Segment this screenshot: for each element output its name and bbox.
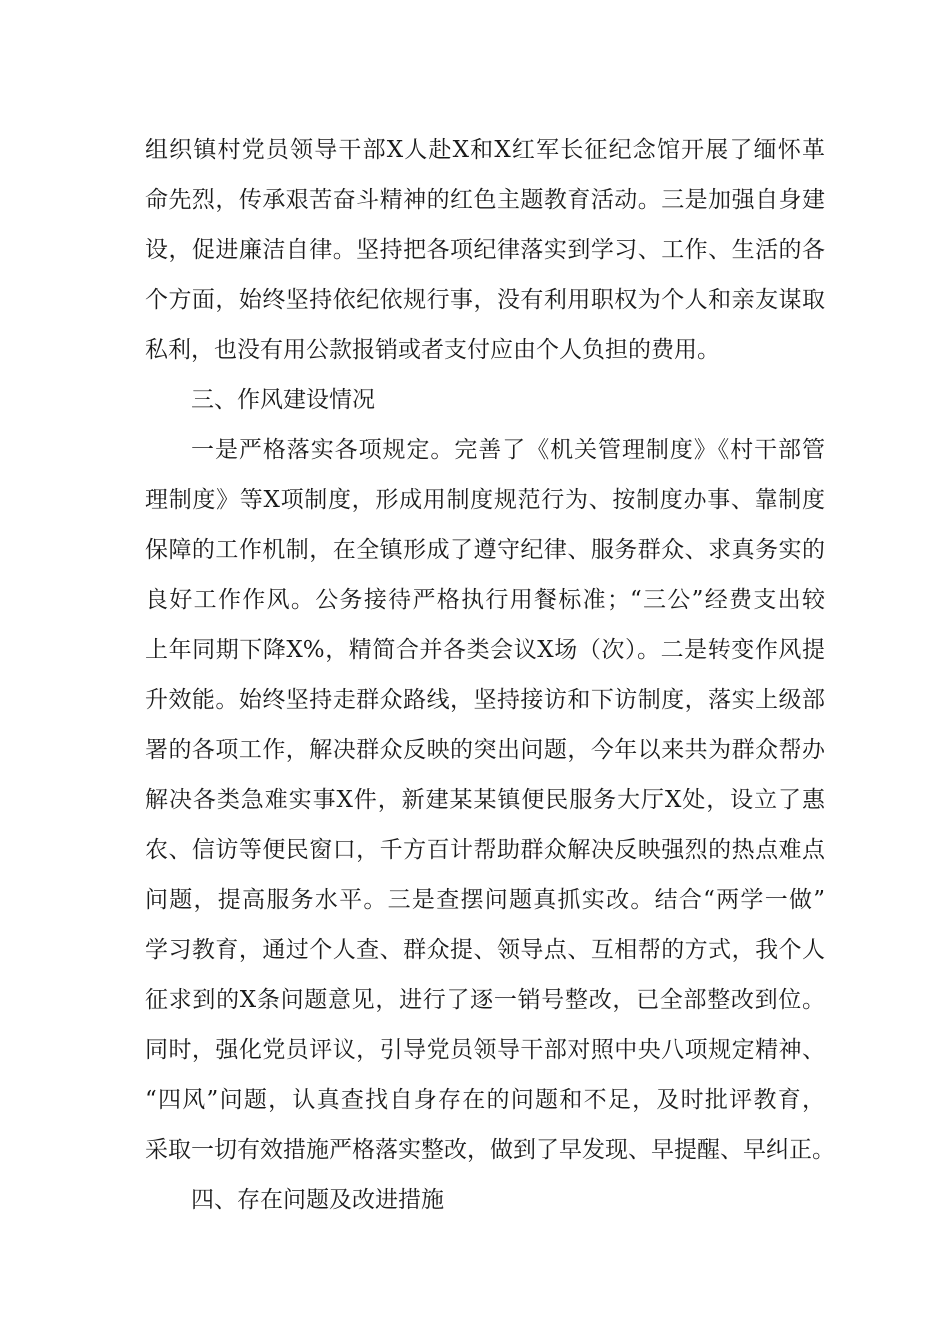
body-text-line: 采取一切有效措施严格落实整改，做到了早发现、早提醒、早纠正。 [145,1137,835,1163]
body-text-line: 设，促进廉洁自律。坚持把各项纪律落实到学习、工作、生活的各 [145,237,825,263]
body-text-line: 学习教育，通过个人查、群众提、领导点、互相帮的方式，我个人 [145,937,825,963]
body-text-line: 问题，提高服务水平。三是查摆问题真抓实改。结合“两学一做” [145,887,825,913]
body-text-line: 上年同期下降X%，精简合并各类会议X场（次）。二是转变作风提 [145,637,825,663]
section-heading: 四、存在问题及改进措施 [191,1187,444,1213]
body-text-line: 理制度》等X项制度，形成用制度规范行为、按制度办事、靠制度 [145,487,825,513]
body-text-line: 命先烈，传承艰苦奋斗精神的红色主题教育活动。三是加强自身建 [145,187,825,213]
body-text-line: 组织镇村党员领导干部X人赴X和X红军长征纪念馆开展了缅怀革 [145,137,825,163]
body-text-line: 署的各项工作，解决群众反映的突出问题，今年以来共为群众帮办 [145,737,825,763]
body-text-line: 个方面，始终坚持依纪依规行事，没有利用职权为个人和亲友谋取 [145,287,825,313]
section-heading: 三、作风建设情况 [191,387,375,413]
body-text-line: 私利，也没有用公款报销或者支付应由个人负担的费用。 [145,337,720,363]
body-text-line: 保障的工作机制，在全镇形成了遵守纪律、服务群众、求真务实的 [145,537,825,563]
body-text-line: 农、信访等便民窗口，千方百计帮助群众解决反映强烈的热点难点 [145,837,825,863]
body-text-line: 同时，强化党员评议，引导党员领导干部对照中央八项规定精神、 [145,1037,825,1063]
body-text-line: 一是严格落实各项规定。完善了《机关管理制度》《村干部管 [191,437,825,463]
body-text-line: “四风”问题，认真查找自身存在的问题和不足，及时批评教育， [145,1087,825,1113]
body-text-line: 升效能。始终坚持走群众路线，坚持接访和下访制度，落实上级部 [145,687,825,713]
body-text-line: 解决各类急难实事X件，新建某某镇便民服务大厅X处，设立了惠 [145,787,825,813]
body-text-line: 良好工作作风。公务接待严格执行用餐标准；“三公”经费支出较 [145,587,825,613]
body-text-line: 征求到的X条问题意见，进行了逐一销号整改，已全部整改到位。 [145,987,825,1013]
